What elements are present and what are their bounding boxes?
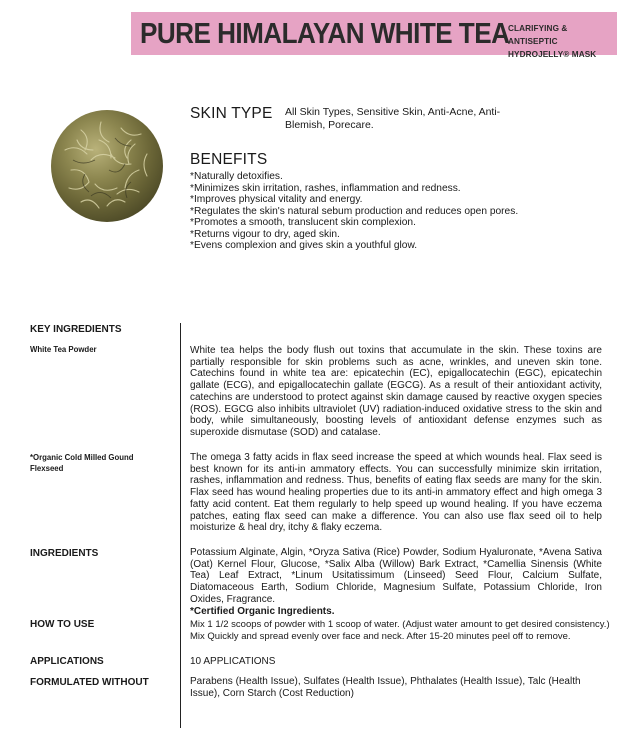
key-ingredient-description: The omega 3 fatty acids in flax seed increase the speed at which wounds heal. Flax seed is best known for its anti-in ammatory effects. You can successfully minimize skin irritation, rashes, inflammation and redness. Thus, benefits of eating flax seeds are many for the skin. Flax seed has wound healing properties due to its anti-in ammatory effect and high omega 3 fatty acid content. Eat them regularly to help speed up wound healing. If you have eczema patches, eating flax seed can make a difference. You can also use flax seed oil to help moisturize & heal dry, itchy & flaky eczema. (190, 452, 602, 534)
white-tea-leaves-image (51, 110, 163, 222)
key-ingredients-heading: KEY INGREDIENTS (30, 324, 122, 335)
applications-heading: APPLICATIONS (30, 656, 104, 667)
organic-note: *Certified Organic Ingredients. (190, 605, 335, 617)
benefit-item: *Returns vigour to dry, aged skin. (190, 228, 340, 240)
benefit-item: *Minimizes skin irritation, rashes, inflammation and redness. (190, 182, 461, 194)
tea-leaves-texture (51, 110, 163, 222)
key-ingredient-name: White Tea Powder (30, 345, 97, 354)
benefit-item: *Promotes a smooth, translucent skin complexion. (190, 217, 416, 228)
applications-value: 10 APPLICATIONS (190, 656, 276, 667)
benefit-item: *Evens complexion and gives skin a youthful glow. (190, 240, 418, 251)
subtitle-line-1: CLARIFYING & ANTISEPTIC (508, 24, 568, 46)
skin-type-value: All Skin Types, Sensitive Skin, Anti-Acne, Anti-Blemish, Porecare. (285, 106, 501, 131)
how-to-use-line: Mix Quickly and spread evenly over face and neck. After 15-20 minutes peel off to remove. (190, 630, 571, 642)
title-banner (131, 12, 617, 59)
ingredients-text: Potassium Alginate, Algin, *Oryza Sativa (Rice) Powder, Sodium Hyaluronate, *Avena Sativa (Oat) Kernel Flour, Glucose, *Salix Alba (Willow) Bark Extract, *Camellia Sinensis (White Tea) Leaf Extract, *Linum Usitatissimum (Linseed) Seed Flour, Calcium Sulfate, Diatomaceous Earth, Sodium Chloride, Magnesium Sulfate, Potassium Chloride, Iron Oxides, Fragrance. (190, 547, 602, 605)
page-title: PURE HIMALAYAN WHITE TEA (140, 18, 510, 50)
how-to-use-text (190, 619, 610, 642)
benefits-heading: BENEFITS (190, 151, 268, 168)
benefits-list (190, 171, 518, 252)
product-subtitle (508, 22, 617, 61)
benefit-item: *Naturally detoxifies. (190, 171, 283, 182)
ingredients-list (190, 547, 602, 617)
benefit-item: *Regulates the skin's natural sebum production and reduces open pores. (190, 205, 519, 217)
how-to-use-line: Mix 1 1/2 scoops of powder with 1 scoop of water. (Adjust water amount to get desired consistency.) (190, 619, 610, 630)
how-to-use-heading: HOW TO USE (30, 619, 95, 630)
formulated-without-heading: FORMULATED WITHOUT (30, 677, 149, 688)
skin-type-heading: SKIN TYPE (190, 105, 273, 122)
formulated-without-value: Parabens (Health Issue), Sulfates (Health Issue), Phthalates (Health Issue), Talc (Health Issue), Corn Starch (Cost Reduction) (190, 676, 581, 699)
key-ingredient-name: *Organic Cold Milled Gound Flexseed (30, 453, 134, 473)
subtitle-line-2: HYDROJELLY® MASK (508, 50, 597, 59)
column-divider (180, 323, 181, 728)
key-ingredient-description: White tea helps the body flush out toxins that accumulate in the skin. These toxins are partially responsible for skin problems such as acne, wrinkles, and uneven skin tone. Catechins found in white tea are: epicatechin (EC), epigallocatechin (EGC), epicatechin gallate (ECG), and epigallocatechin gallate (EGCG). As a result of their antioxidant activity, catechins are understood to protect against skin damage caused by reactive oxygen species (ROS). EGCG also inhibits ultraviolet (UV) radiation-induced oxidative stress to the skin and body, while simultaneously, boosting levels of antioxidant defense enzymes such as superoxide dismutase (SOD) and catalase. (190, 345, 602, 438)
ingredients-heading: INGREDIENTS (30, 548, 99, 559)
benefit-item: *Improves physical vitality and energy. (190, 194, 363, 205)
